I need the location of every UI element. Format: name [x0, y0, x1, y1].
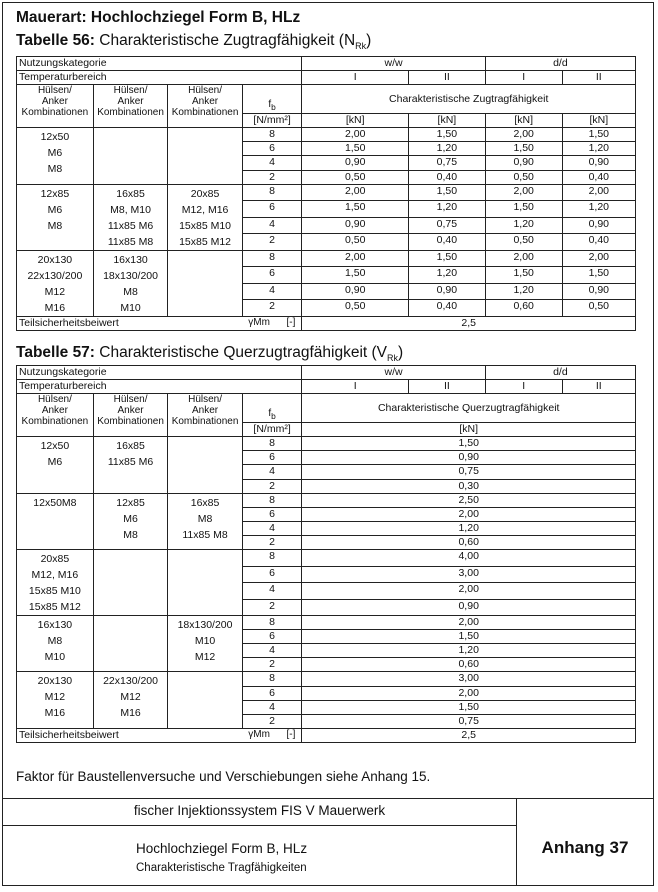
capacity-value: 0,40	[408, 300, 485, 317]
anchor-size: 16x130	[113, 253, 148, 266]
capacity-value: 1,50	[562, 267, 635, 284]
capacity-value: 0,90	[302, 156, 409, 170]
anchor-combination-cell	[168, 128, 243, 184]
anchor-combination-header: Hülsen/ Anker Kombinationen	[168, 394, 243, 437]
fb-value: 4	[242, 700, 302, 714]
anchor-size: 16x85	[116, 187, 145, 200]
fb-value: 6	[242, 630, 302, 644]
capacity-value: 2,00	[485, 128, 562, 142]
footer-system-name: fischer Injektionssystem FIS V Mauerwerk	[133, 803, 386, 818]
capacity-value: 0,60	[485, 300, 562, 317]
capacity-value: 0,75	[302, 714, 636, 728]
anchor-size: 18x130/200	[177, 619, 233, 632]
anchor-combination-cell	[17, 493, 94, 549]
anchor-size: M6	[47, 456, 63, 469]
fb-value: 4	[242, 583, 302, 600]
usage-category-label: Nutzungskategorie	[17, 57, 302, 71]
fb-value: 2	[242, 170, 302, 184]
fb-value: 2	[242, 479, 302, 493]
capacity-value: 0,40	[408, 170, 485, 184]
capacity-value: 2,00	[562, 184, 635, 201]
anchor-combination-header: Hülsen/ Anker Kombinationen	[93, 394, 168, 437]
anchor-combination-cell	[17, 616, 94, 672]
fb-value: 4	[242, 217, 302, 234]
partial-safety-value: 2,5	[302, 728, 636, 742]
capacity-value: 0,90	[485, 156, 562, 170]
capacity-value: 1,20	[408, 201, 485, 218]
gamma-symbol: γMm	[248, 316, 270, 328]
anchor-combination-cell	[17, 672, 94, 728]
fb-value: 2	[242, 599, 302, 616]
fb-value: 8	[242, 672, 302, 686]
anchor-size: 20x130	[37, 675, 73, 688]
anchor-combination-cell	[93, 128, 168, 184]
anchor-size: 16x85	[190, 496, 220, 509]
anchor-size: M12	[44, 285, 66, 298]
capacity-value: 0,50	[562, 300, 635, 317]
table57-title: Tabelle 57: Charakteristische Querzugtragfähigkeit $(V_{Rk})$	[16, 344, 404, 364]
capacity-value: 2,00	[302, 583, 636, 600]
table-row	[17, 437, 636, 451]
partial-safety-symbol	[242, 316, 302, 330]
fb-value: 4	[242, 283, 302, 300]
anchor-size: 12x85	[116, 496, 145, 509]
partial-safety-label: Teilsicherheitsbeiwert	[17, 728, 243, 742]
usage-dd: d/d	[485, 366, 635, 380]
anchor-size: M8	[123, 528, 138, 541]
capacity-value: 1,50	[302, 630, 636, 644]
fb-subscript: b	[271, 102, 276, 113]
anchor-combination-cell	[93, 616, 168, 672]
anchor-size: M12	[194, 651, 216, 664]
anchor-size: 22x130/200	[27, 269, 83, 282]
anchor-combination-cell	[168, 672, 243, 728]
capacity-value: 1,20	[485, 217, 562, 234]
anchor-size: 15x85 M10	[179, 219, 232, 232]
anchor-combination-cell	[93, 250, 168, 316]
capacity-value: 0,90	[302, 599, 636, 616]
anchor-size: 15x85 M12	[28, 601, 81, 614]
anchor-size: M16	[44, 301, 66, 314]
fb-value: 6	[242, 142, 302, 156]
anchor-size: 22x130/200	[103, 675, 158, 688]
fb-header	[242, 85, 302, 114]
footer-material: Hochlochziegel Form B, HLz	[136, 841, 308, 856]
anchor-size: M6	[123, 512, 138, 525]
capacity-value: 0,90	[302, 451, 636, 465]
fb-value: 8	[242, 184, 302, 201]
anchor-combination-header: Hülsen/ Anker Kombinationen	[93, 85, 168, 128]
temperature-range-value: II	[562, 71, 635, 85]
anchor-size: 18x130/200	[103, 269, 158, 282]
anchor-size: 16x130	[37, 619, 73, 632]
fb-value: 2	[242, 535, 302, 549]
fb-value: 8	[242, 493, 302, 507]
footer-subject: Charakteristische Tragfähigkeiten	[136, 862, 307, 874]
table-row	[17, 550, 636, 567]
partial-safety-label: Teilsicherheitsbeiwert	[17, 316, 243, 330]
capacity-value: 2,00	[302, 686, 636, 700]
fb-symbol: f	[268, 99, 272, 111]
capacity-value: 0,75	[408, 217, 485, 234]
fb-value: 8	[242, 550, 302, 567]
capacity-value: 0,75	[408, 156, 485, 170]
anchor-combination-cell	[168, 493, 243, 549]
anchor-combination-cell	[93, 550, 168, 616]
fb-unit: [N/mm²]	[242, 114, 302, 128]
masonry-type-heading: Mauerart: Hochlochziegel Form B, HLz	[16, 9, 301, 26]
capacity-value: 1,50	[562, 128, 635, 142]
capacity-value: 0,40	[408, 234, 485, 251]
fb-value: 2	[242, 300, 302, 317]
capacity-header: Charakteristische Querzugtragfähigkeit	[302, 394, 636, 423]
tensile-capacity-table	[16, 56, 636, 331]
shear-capacity-table	[16, 365, 636, 743]
fb-value: 6	[242, 201, 302, 218]
fb-value: 4	[242, 521, 302, 535]
fb-value: 6	[242, 566, 302, 583]
anchor-size: M6	[47, 203, 63, 216]
anchor-combination-cell	[168, 616, 243, 672]
capacity-value: 2,00	[302, 507, 636, 521]
anchor-size: 12x50	[40, 131, 70, 144]
capacity-value: 1,20	[562, 142, 635, 156]
capacity-value: 1,50	[302, 700, 636, 714]
fb-value: 4	[242, 156, 302, 170]
capacity-value: 1,20	[408, 142, 485, 156]
capacity-value: 3,00	[302, 672, 636, 686]
anchor-combination-cell	[168, 550, 243, 616]
capacity-value: 1,20	[562, 201, 635, 218]
anchor-size: 20x85	[40, 553, 70, 566]
capacity-value: 0,90	[302, 217, 409, 234]
anchor-combination-header: Hülsen/ Anker Kombinationen	[168, 85, 243, 128]
anchor-size: M16	[44, 707, 66, 720]
anchor-size: M8	[47, 219, 63, 232]
capacity-value: 1,50	[302, 142, 409, 156]
anchor-size: M10	[44, 651, 66, 664]
anchor-size: M8	[47, 635, 63, 648]
table-row	[17, 250, 636, 267]
capacity-value: 1,50	[485, 267, 562, 284]
anchor-size: M12, M16	[181, 203, 229, 216]
gamma-symbol: γMm	[248, 728, 270, 740]
fb-subscript: b	[271, 411, 276, 422]
anchor-size: M10	[120, 301, 141, 314]
anchor-size: 12x50M8	[33, 496, 77, 509]
kn-unit: [kN]	[302, 114, 409, 128]
capacity-value: 1,50	[302, 267, 409, 284]
anchor-combination-header: Hülsen/ Anker Kombinationen	[17, 394, 94, 437]
gamma-unit: [-]	[286, 728, 296, 740]
capacity-value: 0,50	[485, 234, 562, 251]
capacity-value: 0,50	[302, 234, 409, 251]
anchor-combination-cell	[17, 184, 94, 250]
capacity-value: 1,50	[408, 128, 485, 142]
anchor-combination-cell	[93, 493, 168, 549]
gamma-unit: [-]	[286, 316, 296, 328]
anchor-combination-cell	[93, 672, 168, 728]
kn-unit: [kN]	[485, 114, 562, 128]
anchor-size: M8, M10	[110, 203, 151, 216]
fb-value: 2	[242, 714, 302, 728]
capacity-value: 2,00	[485, 184, 562, 201]
capacity-value: 1,50	[485, 142, 562, 156]
capacity-value: 0,90	[562, 283, 635, 300]
temperature-range-value: I	[302, 71, 409, 85]
partial-safety-symbol	[242, 728, 302, 742]
fb-value: 4	[242, 644, 302, 658]
capacity-value: 2,00	[562, 250, 635, 267]
capacity-value: 0,90	[562, 217, 635, 234]
capacity-value: 0,60	[302, 535, 636, 549]
temperature-range-value: II	[408, 380, 485, 394]
anchor-size: 15x85 M10	[28, 585, 81, 598]
fb-value: 6	[242, 507, 302, 521]
anchor-combination-cell	[168, 437, 243, 493]
anchor-size: 11x85 M6	[107, 456, 154, 469]
kn-unit: [kN]	[562, 114, 635, 128]
site-test-note: Faktor für Baustellenversuche und Verschiebungen siehe Anhang 15.	[16, 769, 431, 784]
fb-value: 8	[242, 250, 302, 267]
temperature-range-value: I	[485, 71, 562, 85]
capacity-value: 1,50	[302, 201, 409, 218]
footer-row-divider	[3, 825, 516, 826]
capacity-value: 1,50	[408, 184, 485, 201]
table56-title: Tabelle 56: Charakteristische Zugtragfähigkeit $(N_{Rk})$	[16, 32, 372, 52]
capacity-value: 1,20	[408, 267, 485, 284]
anchor-size: M8	[123, 285, 138, 298]
temperature-range-value: I	[302, 380, 409, 394]
partial-safety-value: 2,5	[302, 316, 636, 330]
fb-value: 2	[242, 658, 302, 672]
anchor-size: 12x50	[40, 440, 70, 453]
anchor-size: 11x85 M8	[182, 528, 228, 541]
anchor-combination-cell	[93, 437, 168, 493]
fb-header	[242, 394, 302, 423]
capacity-value: 0,50	[302, 300, 409, 317]
capacity-value: 1,50	[408, 250, 485, 267]
anchor-size: M12, M16	[31, 569, 79, 582]
capacity-value: 0,50	[302, 170, 409, 184]
capacity-value: 0,40	[562, 170, 635, 184]
capacity-value: 2,50	[302, 493, 636, 507]
anchor-size: 20x85	[190, 187, 220, 200]
kn-unit: [kN]	[408, 114, 485, 128]
anchor-size: M10	[194, 635, 216, 648]
anchor-combination-cell	[168, 184, 243, 250]
kn-unit: [kN]	[302, 423, 636, 437]
fb-value: 6	[242, 267, 302, 284]
capacity-value: 0,50	[485, 170, 562, 184]
anchor-combination-cell	[17, 250, 94, 316]
capacity-value: 1,20	[302, 644, 636, 658]
anchor-combination-header: Hülsen/ Anker Kombinationen	[17, 85, 94, 128]
table-row	[17, 128, 636, 142]
capacity-value: 0,90	[562, 156, 635, 170]
anchor-combination-cell	[17, 550, 94, 616]
anchor-size: 16x85	[116, 440, 145, 453]
table-row	[17, 672, 636, 686]
table-row	[17, 184, 636, 201]
anchor-size: M16	[120, 707, 141, 720]
table-row	[17, 493, 636, 507]
temperature-range-label: Temperaturbereich	[17, 380, 302, 394]
anchor-combination-cell	[17, 437, 94, 493]
usage-category-label: Nutzungskategorie	[17, 366, 302, 380]
usage-ww: w/w	[302, 57, 485, 71]
fb-value: 6	[242, 686, 302, 700]
usage-dd: d/d	[485, 57, 635, 71]
anchor-size: M8	[197, 512, 213, 525]
fb-value: 8	[242, 128, 302, 142]
anchor-size: M8	[47, 163, 63, 176]
annex-number: Anhang 37	[541, 838, 629, 857]
capacity-value: 0,60	[302, 658, 636, 672]
fb-symbol: f	[268, 408, 272, 420]
capacity-value: 4,00	[302, 550, 636, 567]
capacity-value: 2,00	[485, 250, 562, 267]
fb-value: 4	[242, 465, 302, 479]
anchor-size: M6	[47, 147, 63, 160]
capacity-value: 1,50	[302, 437, 636, 451]
capacity-value: 1,20	[485, 283, 562, 300]
anchor-size: 20x130	[37, 253, 73, 266]
footer-divider	[3, 798, 653, 799]
document-page	[2, 2, 654, 886]
anchor-size: M12	[44, 691, 66, 704]
capacity-value: 0,75	[302, 465, 636, 479]
anchor-combination-cell	[93, 184, 168, 250]
anchor-combination-cell	[17, 128, 94, 184]
anchor-size: 15x85 M12	[179, 235, 232, 248]
anchor-size: 11x85 M6	[107, 219, 154, 232]
capacity-value: 2,00	[302, 128, 409, 142]
fb-value: 2	[242, 234, 302, 251]
capacity-value: 2,00	[302, 250, 409, 267]
fb-value: 6	[242, 451, 302, 465]
capacity-value: 1,20	[302, 521, 636, 535]
fb-value: 8	[242, 616, 302, 630]
fb-value: 8	[242, 437, 302, 451]
capacity-value: 0,90	[302, 283, 409, 300]
usage-ww: w/w	[302, 366, 485, 380]
temperature-range-label: Temperaturbereich	[17, 71, 302, 85]
table-row	[17, 616, 636, 630]
anchor-combination-cell	[168, 250, 243, 316]
anchor-size: M12	[120, 691, 141, 704]
temperature-range-value: II	[408, 71, 485, 85]
capacity-value: 1,50	[485, 201, 562, 218]
capacity-value: 2,00	[302, 184, 409, 201]
capacity-header: Charakteristische Zugtragfähigkeit	[302, 85, 636, 114]
capacity-value: 0,90	[408, 283, 485, 300]
temperature-range-value: I	[485, 380, 562, 394]
anchor-size: 12x85	[40, 187, 70, 200]
capacity-value: 0,40	[562, 234, 635, 251]
fb-unit: [N/mm²]	[242, 423, 302, 437]
temperature-range-value: II	[562, 380, 635, 394]
anchor-size: 11x85 M8	[107, 235, 154, 248]
capacity-value: 3,00	[302, 566, 636, 583]
capacity-value: 0,30	[302, 479, 636, 493]
capacity-value: 2,00	[302, 616, 636, 630]
